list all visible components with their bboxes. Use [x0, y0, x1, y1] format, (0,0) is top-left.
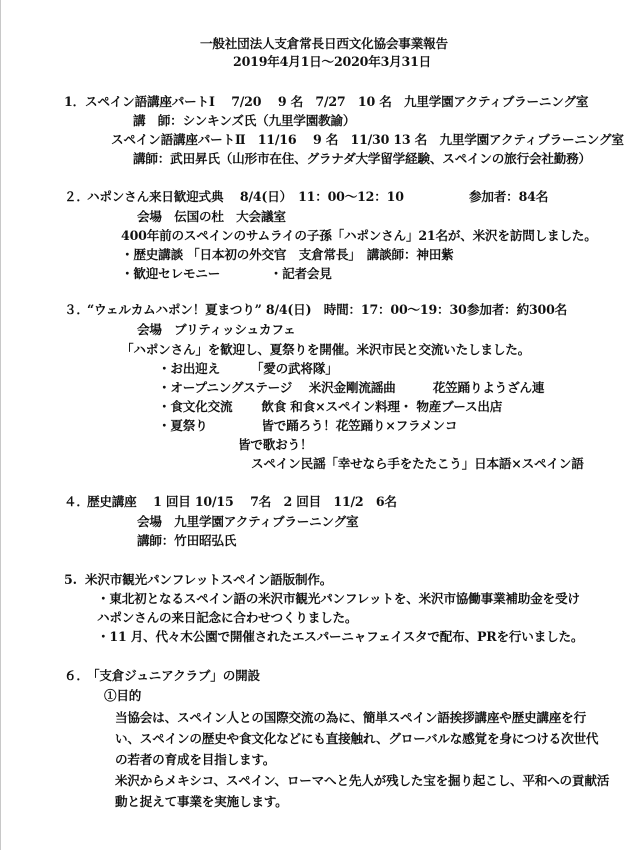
section-line: 会場 伝国の杜 大会議室 — [137, 209, 286, 224]
section-line: 会場 九里学園アクティブラーニング室 — [137, 514, 359, 529]
paragraph-line: 動と捉えて事業を実施します。 — [115, 794, 288, 809]
section-heading: ハポンさん来日歓迎式典 8/4(日） 11：00～12：10 — [87, 189, 404, 204]
paragraph-line: い、スペインの歴史や食文化などにも直接触れ、グローバルな感覚を身につける次世代 — [115, 731, 599, 746]
section-line: ハポンさんの来日記念に合わせつくりました。 — [97, 610, 358, 625]
section-number: ４． — [64, 494, 89, 509]
section-line: スペイン語講座パートⅠ 7/20 9 名 7/27 10 名 九里学園アクティブラーニング室 — [85, 94, 589, 109]
paragraph-line: 当協会は、スペイン人との国際交流の為に、簡単スペイン語挨拶講座や歴史講座を行 — [115, 710, 586, 725]
section-line: 皆で歌おう！ — [238, 437, 313, 452]
section-heading: 「支倉ジュニアクラブ」の開設 — [87, 668, 260, 683]
section-line: ・夏祭り 皆で踊ろう！花笠踊り×フラメンコ — [158, 418, 458, 433]
participants-count: 参加者：84名 — [469, 189, 549, 204]
document-title: 一般社団法人支倉常長日西文化協会事業報告 — [200, 36, 448, 51]
section-line: ・東北初となるスペイン語の米沢市観光パンフレットを、米沢市協働事業補助金を受け — [97, 591, 580, 606]
section-line: ・歓迎セレモニー ・記者会見 — [121, 266, 332, 281]
section-line: ・オープニングステージ 米沢金剛流謡曲 花笠踊りようざん連 — [158, 380, 545, 395]
subsection-heading: ①目的 — [104, 688, 142, 703]
section-number: ２． — [64, 189, 89, 204]
section-line: ・歴史講談 「日本初の外交官 支倉常長」 講談師：神田紫 — [121, 247, 454, 262]
section-number: ３． — [64, 302, 89, 317]
section-line: スペイン民謡「幸せなら手をたたこう」日本語×スペイン語 — [251, 456, 584, 471]
paragraph-line: 米沢からメキシコ、スペイン、ローマへと先人が残した宝を掘り起こし、平和への貢献活 — [115, 773, 610, 788]
document-period: 2019年4月1日～2020年3月31日 — [233, 54, 432, 69]
section-number: 1． — [64, 94, 85, 109]
section-line: 講師：竹田昭弘氏 — [137, 533, 237, 548]
section-line: スペイン語講座パートⅡ 11/16 9 名 11/30 13 名 九里学園アクティブラーニング室 — [111, 132, 624, 147]
section-heading: 米沢市観光パンフレットスペイン語版制作。 — [85, 572, 333, 587]
section-line: ・食文化交流 飲食 和食×スペイン料理・ 物産ブース出店 — [158, 399, 503, 414]
section-line: 講師：武田昇氏（山形市在住、グラナダ大学留学経験、スペインの旅行会社勤務） — [133, 151, 591, 166]
section-line: ・11 月、代々木公園で開催されたエスパーニャフェイスタで配布、PRを行いました。 — [97, 629, 584, 644]
section-line: 会場 ブリティッシュカフェ — [137, 322, 296, 337]
section-number: ６． — [64, 668, 89, 683]
section-line: 講 師：シンキンズ氏（九里学園教諭） — [133, 113, 356, 128]
section-number: 5. — [64, 572, 77, 587]
section-line: 「ハポンさん」を歓迎し、夏祭りを開催。米沢市民と交流いたしました。 — [121, 342, 530, 357]
section-heading: 歴史講座 1 回目 10/15 7名 2 回目 11/2 6名 — [87, 494, 397, 509]
section-line: ・お出迎え 「愛の武将隊」 — [158, 361, 338, 376]
section-heading: “ウェルカムハポン！夏まつり” 8/4(日) 時間：17：00～19：30 — [87, 302, 467, 317]
paragraph-line: の若者の育成を目指します。 — [115, 752, 276, 767]
section-line: 400年前のスペインのサムライの子孫「ハポンさん」21名が、米沢を訪問しました。 — [121, 228, 597, 243]
participants-count: 参加者：約300名 — [467, 302, 568, 317]
